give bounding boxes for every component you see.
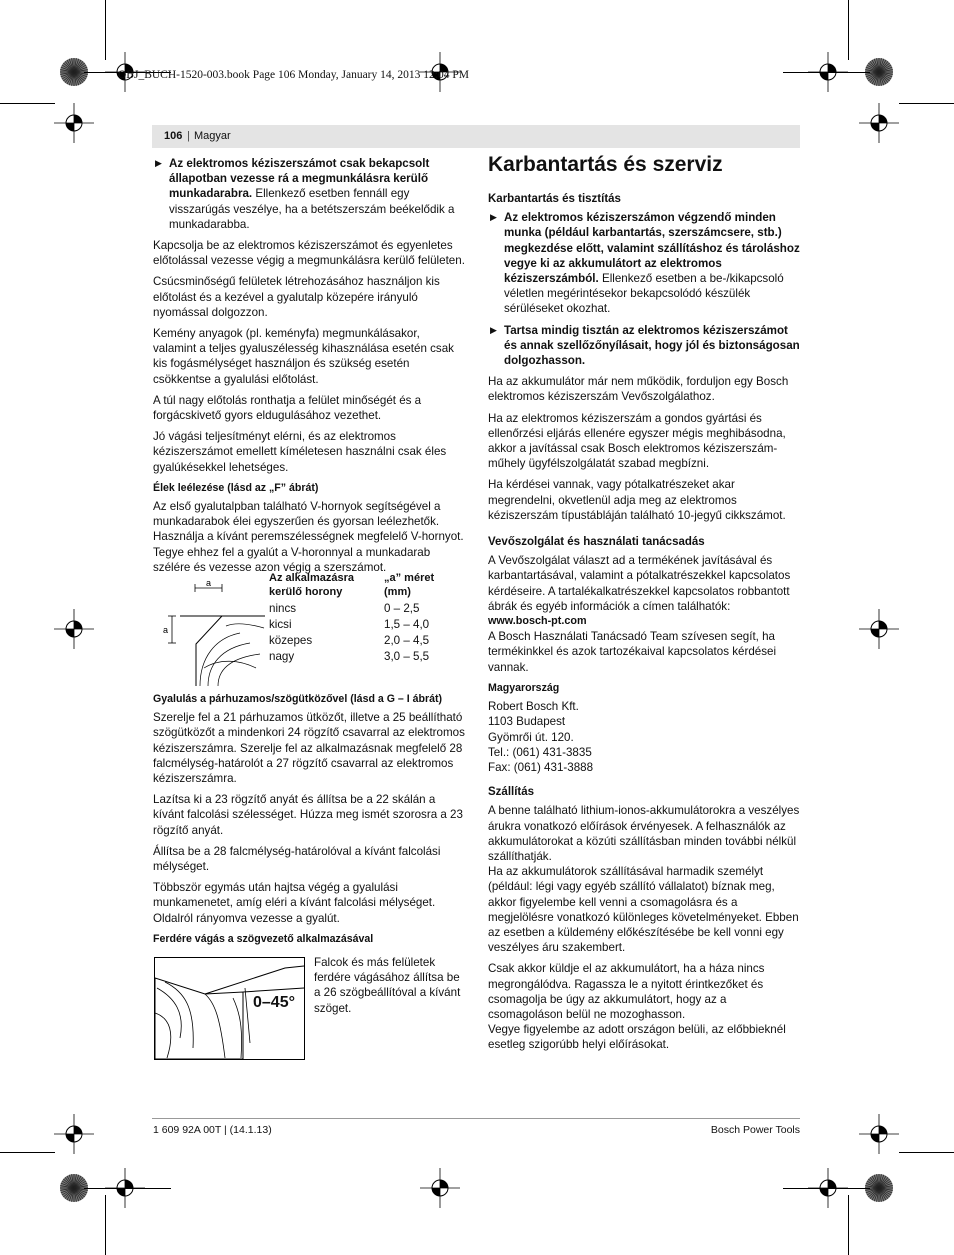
address-block: Robert Bosch Kft. 1103 Budapest Gyömrői út. 120. Tel.: (061) 431-3835 Fax: (061) 431-3888	[488, 700, 594, 774]
safety-bullet: ▶ Az elektromos kéziszerszámon végzendő minden munka (például karbantartás, szerszámcsere, stb.) megkezdése előtt, valamint szállításhoz és tároláshoz vegye ki az akkumulátort az elektromos kéziszerszámból. Ellenkező esetben a be-/kikapcsoló véletlen megérintésekor bekapcsolódó készülék sérüléseket okozhat.	[490, 211, 800, 316]
paragraph: Csúcsminőségű felületek létrehozásához használjon kis előtolást és a kezével a gyalutalp közepére irányuló nyomással dolgozzon.	[153, 275, 440, 319]
crop-line	[783, 1188, 870, 1189]
paragraph: Ha az elektromos kéziszerszám a gondos gyártási és ellenőrzési eljárás ellenére egyszer mégis meghibásodna, akkor a javítással csak Bosch elektromos kéziszerszám-műhely ügyfélszolgálatát szabad megbízni.	[488, 411, 786, 471]
crop-line	[0, 103, 55, 104]
crop-line	[899, 1152, 954, 1153]
section-heading: Vevőszolgálat és használati tanácsadás	[488, 536, 705, 549]
left-column-lower	[153, 692, 465, 950]
website-url: www.bosch-pt.com	[488, 615, 587, 628]
table-header-size: „a” méret (mm)	[384, 572, 435, 598]
section-heading: Ferdére vágás a szögvezető alkalmazásával	[153, 932, 374, 945]
crosshair-icon	[859, 1114, 899, 1154]
crosshair-icon	[54, 609, 94, 649]
section-heading: Élek leélezése (lásd az „F” ábrát)	[153, 481, 319, 494]
paragraph: Lazítsa ki a 23 rögzítő anyát és állítsa be a 22 skálán a kívánt falcolási szélességet. Húzza meg ismét szorosra a 23 rögzítő anyát.	[153, 793, 463, 837]
safety-bullet: ▶ Tartsa mindig tisztán az elektromos kéziszerszámot és annak szellőzőnyílásait, hogy jól és biztonságosan dolgozhasson.	[490, 323, 800, 368]
footer-left: 1 609 92A 00T | (14.1.13)	[153, 1124, 272, 1136]
paragraph: Ha az akkumulátorok szállításával harmadik személyt (például: légi vagy egyéb szállító vállalatot) bíznak meg, akkor figyelembe kell venni a csomagolásra és a megjelölésre vonatkozó különleges követelményeket. Ebben az esetben a küldemény előkészítésébe be kell vonni egy veszélyes áru szakembert.	[488, 865, 799, 955]
paragraph: Állítsa be a 28 falcmélység-határolóval a kívánt falcolási mélységet.	[153, 844, 441, 874]
crosshair-icon	[859, 609, 899, 649]
paragraph: Az első gyalutalpban található V-hornyok segítségével a munkadarabok élei egyszerűen és gyorsan leélezhetők. Használja a kívánt peremszélességnek megfelelő V-hornyot. Tegye ehhez fel a gyalút a V-horonnyal a munkadarab szélére és vezesse azon végig a szerszámot.	[153, 500, 464, 574]
running-header	[152, 125, 800, 148]
crop-line	[105, 1195, 106, 1255]
paragraph: Szerelje fel a 21 párhuzamos ütközőt, illetve a 25 beállítható szögütközőt a mindenkori 24 rögzítő csavarral az elektromos kéziszerszámra. Szerelje fel az alkalmazásnak megfelelő 28 falcmélység-határolót a 27 rögzítő csavarral az elektromos kéziszerszámra.	[153, 711, 465, 786]
paragraph: Ha az akkumulátor már nem működik, forduljon egy Bosch elektromos kéziszerszám Vevőszolgálathoz.	[488, 375, 789, 404]
section-heading: Szállítás	[488, 786, 535, 799]
paragraph: A Bosch Használati Tanácsadó Team szívesen segít, ha termékinkkel és azok tartozékaival kapcsolatos kérdései vannak.	[488, 630, 777, 674]
bullet-triangle-icon: ▶	[490, 212, 497, 223]
paragraph: A benne található lithium-ionos-akkumulátorokra a veszélyes árukra vonatkozó előírások érvényesek. A felhasználók az akkumulátorokat a közúti szállításban minden további nélkül szállíthatják.	[488, 804, 800, 863]
paragraph: Vegye figyelembe az adott országon belüli, az előbbieknél esetleg szigorúbb helyi előírásokat.	[488, 1023, 786, 1052]
paragraph: Többször egymás után hajtsa végég a gyalulási munkamenetet, amíg eléri a kívánt falcolási mélységet. Oldalról rányomva vezesse a gyalút.	[153, 881, 436, 925]
footer-right: Bosch Power Tools	[710, 1124, 800, 1136]
dimension-label: a	[206, 578, 212, 588]
safety-bullet: ▶ Az elektromos kéziszerszámot csak bekapcsolt állapotban vezesse rá a megmunkálásra kerülő munkadarabra. Ellenkező esetben fennáll egy visszarúgás veszélye, ha a betétszerszám beékelődik a munkadarabba.	[155, 157, 455, 231]
right-column	[488, 152, 800, 1059]
crosshair-icon	[54, 103, 94, 143]
angle-label: 0–45°	[253, 994, 295, 1011]
footer-rule	[152, 1118, 800, 1119]
svg-text:a: a	[163, 625, 169, 635]
paragraph: Jó vágási teljesítményt elérni, és az elektromos kéziszerszámot emellett kíméletesen használni csak éles gyalúkésekkel lehetséges.	[153, 430, 447, 474]
paragraph: Kemény anyagok (pl. keményfa) megmunkálásakor, valamint a teljes gyaluszélesség kihasználása esetén csak kis fogásmélységet használjon és szükség esetén csökkentse a gyalulási előtolást.	[153, 327, 454, 386]
crop-line	[848, 0, 849, 60]
crop-line	[783, 72, 870, 73]
crop-line	[848, 1195, 849, 1255]
crop-line	[84, 1188, 171, 1189]
paragraph: Kapcsolja be az elektromos kéziszerszámot és egyenletes előtolással vezesse végig a megmunkálásra kerülő felületen.	[153, 239, 465, 268]
crosshair-icon	[859, 103, 899, 143]
header-separator: |	[187, 130, 190, 142]
section-name: Magyar	[194, 130, 231, 142]
bullet-triangle-icon: ▶	[155, 158, 162, 168]
left-column	[153, 156, 465, 581]
paragraph: Csak akkor küldje el az akkumulátort, ha a háza nincs megrongálódva. Ragassza le a nyitott érintkezőket és csomagolja be úgy az akkumulátort, hogy az a csomagoláson belül ne mozoghasson.	[488, 962, 765, 1021]
bevel-figure	[154, 957, 305, 1060]
paragraph: A túl nagy előtolás ronthatja a felület minőségét és a forgácskivető gyors eldugulásához vezethet.	[153, 393, 422, 423]
chamfer-figure	[160, 578, 265, 686]
bullet-triangle-icon: ▶	[490, 324, 497, 335]
chapter-title: Karbantartás és szerviz	[488, 153, 723, 176]
section-heading: Karbantartás és tisztítás	[488, 193, 621, 205]
country-heading: Magyarország	[488, 681, 560, 694]
crop-line	[0, 1152, 55, 1153]
page-number: 106	[164, 130, 183, 142]
print-header: OBJ_BUCH-1520-003.book Page 106 Monday, January 14, 2013 12:04 PM	[118, 69, 469, 81]
crosshair-icon	[420, 1168, 460, 1208]
crop-line	[105, 0, 106, 60]
section-heading: Gyalulás a párhuzamos/szögütközővel (lásd a G – I ábrát)	[153, 693, 443, 705]
paragraph: Ha kérdései vannak, vagy pótalkatrészeket akar megrendelni, okvetlenül adja meg az elektromos kéziszerszám típustábláján található 10-jegyű cikkszámot.	[488, 478, 786, 522]
paragraph: A Vevőszolgálat választ ad a termékének javításával és karbantartásával, valamint a pótalkatrészekkel kapcsolatos kérdéseire. A tartalékalkatrészekkel kapcsolatos robbantott ábrák és egyéb információk a címen találhatók:	[488, 554, 791, 613]
bevel-text: Falcok és más felületek ferdére vágásához állítsa be a 26 szögbeállítóval a kívánt szöget.	[314, 956, 461, 1015]
crosshair-icon	[54, 1114, 94, 1154]
table-header-groove: Az alkalmazásra kerülő horony	[269, 572, 354, 598]
crop-line	[899, 103, 954, 104]
